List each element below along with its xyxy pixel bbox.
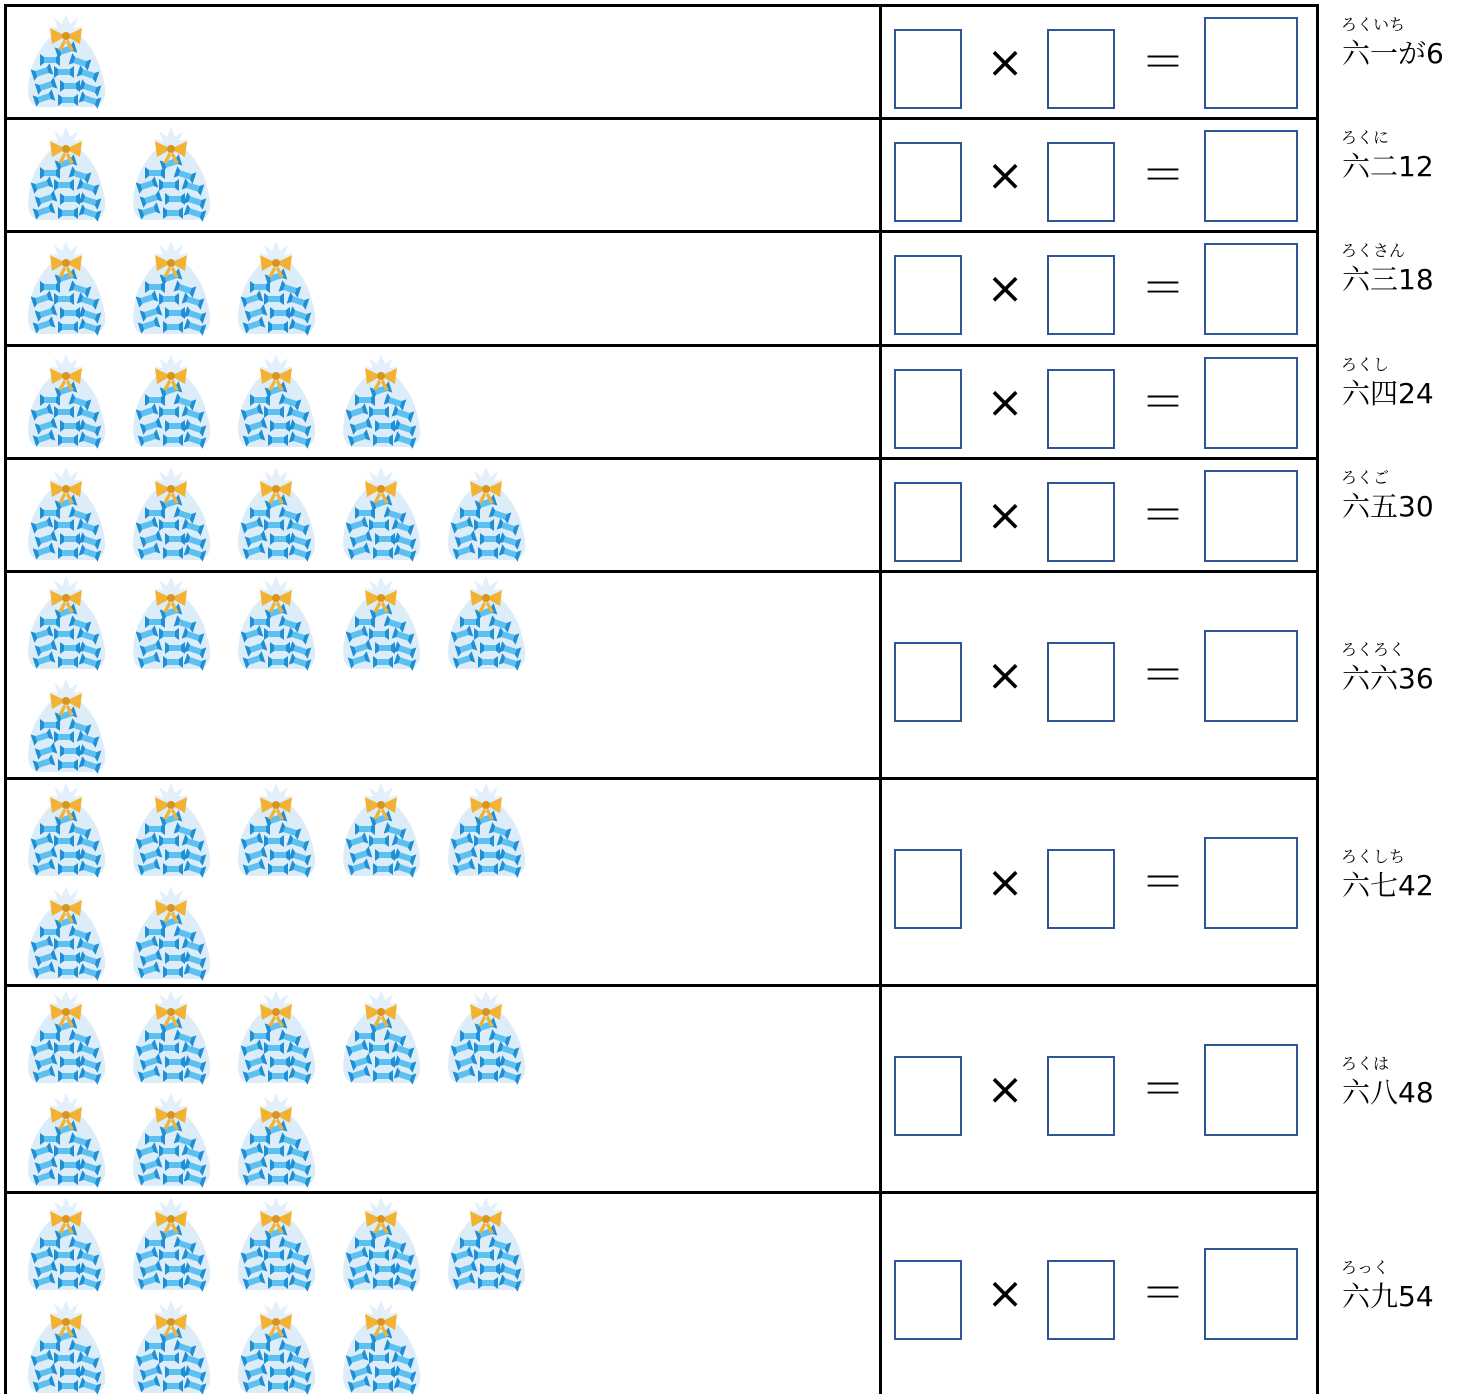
- equals-sign: ＝: [1141, 489, 1185, 541]
- candy-bag-icon: [335, 783, 427, 878]
- candy-bag-icon: [335, 354, 427, 449]
- candy-bag-icon: [20, 1093, 112, 1188]
- times-sign: ×: [986, 489, 1024, 541]
- equals-sign: ＝: [1141, 649, 1185, 701]
- row-divider: [5, 230, 1318, 233]
- candy-bag-icon: [125, 1093, 217, 1188]
- times-sign: ×: [986, 649, 1024, 701]
- product-box[interactable]: [1204, 130, 1298, 222]
- multiplier-box[interactable]: [1047, 482, 1115, 562]
- candy-bag-icon: [230, 576, 322, 671]
- times-sign: ×: [986, 856, 1024, 908]
- row-divider: [5, 984, 1318, 987]
- product-box[interactable]: [1204, 470, 1298, 562]
- times-table-fact: 六六36: [1342, 661, 1434, 695]
- candy-bag-icon: [230, 467, 322, 562]
- candy-bag-icon: [230, 354, 322, 449]
- multiplicand-box[interactable]: [894, 255, 962, 335]
- row-divider: [5, 4, 1318, 7]
- multiplier-box[interactable]: [1047, 849, 1115, 929]
- row-divider: [5, 1191, 1318, 1194]
- candy-bag-icon: [125, 990, 217, 1085]
- fact-ruby: ろくろく: [1341, 639, 1406, 659]
- equals-sign: ＝: [1141, 263, 1185, 314]
- multiplicand-box[interactable]: [894, 642, 962, 722]
- multiplier-box[interactable]: [1047, 642, 1115, 722]
- multiplier-box[interactable]: [1047, 1056, 1115, 1136]
- times-sign: ×: [986, 1268, 1024, 1319]
- product-box[interactable]: [1204, 1044, 1298, 1136]
- candy-bag-icon: [440, 990, 532, 1085]
- fact-ruby: ろくさん: [1341, 241, 1406, 260]
- multiplicand-box[interactable]: [894, 482, 962, 562]
- multiplier-box[interactable]: [1047, 29, 1115, 109]
- times-table-fact: 六七42: [1342, 868, 1434, 902]
- multiplicand-box[interactable]: [894, 369, 962, 449]
- candy-bag-icon: [440, 783, 532, 878]
- candy-bag-icon: [20, 576, 112, 671]
- multiplicand-box[interactable]: [894, 849, 962, 929]
- candy-bag-icon: [125, 576, 217, 671]
- times-table-fact: 六四24: [1342, 377, 1434, 410]
- equals-sign: ＝: [1141, 149, 1185, 201]
- multiplier-box[interactable]: [1047, 255, 1115, 335]
- candy-bag-icon: [335, 1300, 427, 1395]
- candy-bag-icon: [230, 1197, 322, 1292]
- fact-ruby: ろくしち: [1341, 846, 1406, 866]
- equals-sign: ＝: [1141, 36, 1185, 88]
- multiplicand-box[interactable]: [894, 1260, 962, 1340]
- fact-ruby: ろくご: [1341, 468, 1390, 487]
- times-table-fact: 六一が6: [1342, 37, 1444, 70]
- candy-bag-icon: [20, 354, 112, 449]
- candy-bag-icon: [125, 1197, 217, 1292]
- candy-bag-icon: [230, 1300, 322, 1395]
- candy-bag-icon: [335, 990, 427, 1085]
- candy-bag-icon: [20, 127, 112, 222]
- row-divider: [5, 777, 1318, 780]
- candy-bag-icon: [125, 241, 217, 336]
- row-divider: [5, 457, 1318, 460]
- candy-bag-icon: [125, 886, 217, 981]
- candy-bag-icon: [20, 886, 112, 981]
- candy-bag-icon: [125, 783, 217, 878]
- row-divider: [5, 344, 1318, 347]
- candy-bag-icon: [125, 127, 217, 222]
- times-sign: ×: [986, 376, 1024, 428]
- product-box[interactable]: [1204, 357, 1298, 449]
- candy-bag-icon: [20, 783, 112, 878]
- candy-bag-icon: [230, 241, 322, 336]
- fact-ruby: ろくは: [1341, 1053, 1390, 1073]
- candy-bag-icon: [125, 354, 217, 449]
- row-divider: [5, 570, 1318, 573]
- product-box[interactable]: [1204, 837, 1298, 929]
- times-table-fact: 六二12: [1342, 150, 1434, 183]
- candy-bag-icon: [20, 467, 112, 562]
- candy-bag-icon: [20, 679, 112, 774]
- multiplicand-box[interactable]: [894, 142, 962, 222]
- candy-bag-icon: [335, 467, 427, 562]
- equals-sign: ＝: [1141, 376, 1185, 428]
- fact-ruby: ろっく: [1341, 1258, 1390, 1277]
- candy-bag-icon: [335, 1197, 427, 1292]
- candy-bag-icon: [230, 990, 322, 1085]
- equals-sign: ＝: [1141, 1268, 1185, 1319]
- candy-bag-icon: [125, 1300, 217, 1395]
- candy-bag-icon: [20, 990, 112, 1085]
- table-border-right: [1316, 4, 1319, 1394]
- product-box[interactable]: [1204, 17, 1298, 109]
- times-sign: ×: [986, 36, 1024, 88]
- times-sign: ×: [986, 263, 1024, 314]
- candy-bag-icon: [440, 467, 532, 562]
- times-table-fact: 六五30: [1342, 490, 1434, 523]
- candy-bag-icon: [20, 1300, 112, 1395]
- fact-ruby: ろくに: [1341, 128, 1390, 147]
- multiplicand-box[interactable]: [894, 1056, 962, 1136]
- times-table-fact: 六八48: [1342, 1075, 1434, 1109]
- times-table-fact: 六九54: [1342, 1280, 1434, 1313]
- candy-bag-icon: [230, 783, 322, 878]
- times-sign: ×: [986, 149, 1024, 201]
- candy-bag-icon: [20, 1197, 112, 1292]
- column-divider: [879, 4, 882, 1394]
- times-sign: ×: [986, 1063, 1024, 1115]
- fact-ruby: ろくし: [1341, 355, 1390, 374]
- candy-bag-icon: [230, 1093, 322, 1188]
- equals-sign: ＝: [1141, 856, 1185, 908]
- candy-bag-icon: [20, 241, 112, 336]
- fact-ruby: ろくいち: [1341, 15, 1406, 34]
- candy-bag-icon: [20, 14, 112, 109]
- table-border-left: [4, 4, 7, 1394]
- multiplier-box[interactable]: [1047, 1260, 1115, 1340]
- equals-sign: ＝: [1141, 1063, 1185, 1115]
- times-table-fact: 六三18: [1342, 263, 1434, 296]
- product-box[interactable]: [1204, 243, 1298, 335]
- candy-bag-icon: [335, 576, 427, 671]
- product-box[interactable]: [1204, 1248, 1298, 1340]
- candy-bag-icon: [125, 467, 217, 562]
- product-box[interactable]: [1204, 630, 1298, 722]
- multiplier-box[interactable]: [1047, 369, 1115, 449]
- candy-bag-icon: [440, 576, 532, 671]
- multiplier-box[interactable]: [1047, 142, 1115, 222]
- multiplicand-box[interactable]: [894, 29, 962, 109]
- candy-bag-icon: [440, 1197, 532, 1292]
- row-divider: [5, 117, 1318, 120]
